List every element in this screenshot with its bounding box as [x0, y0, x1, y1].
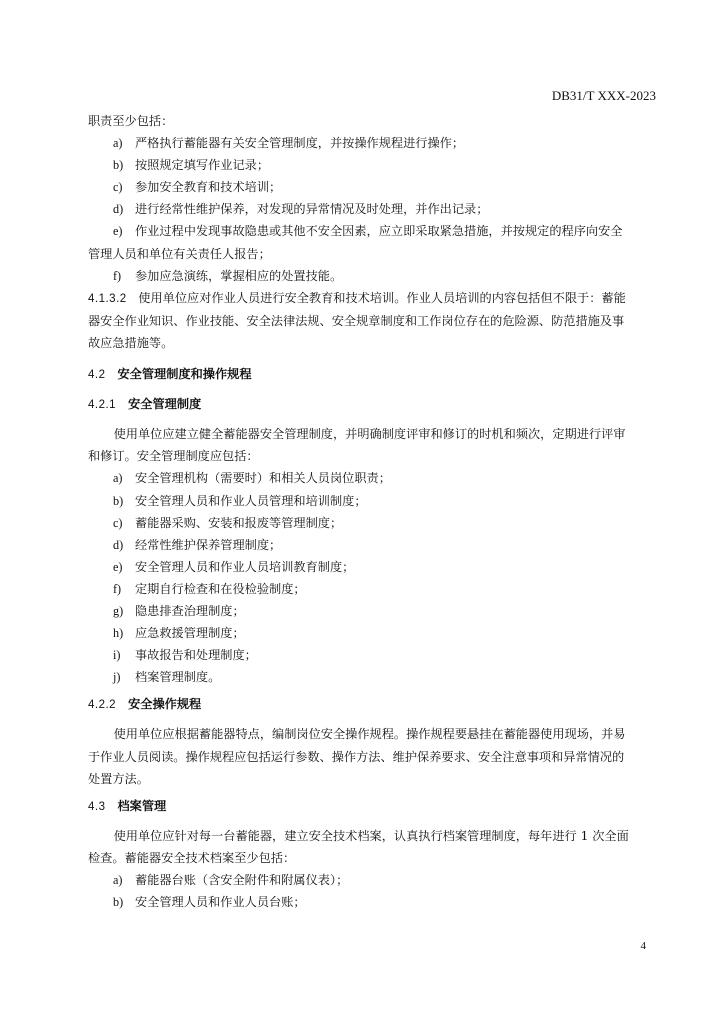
list-item-text: 安全管理人员和作业人员管理和培训制度；: [135, 493, 367, 508]
list-item-text: 参加应急演练，掌握相应的处置技能。: [135, 268, 343, 283]
list-item-text: 按照规定填写作业记录；: [135, 158, 270, 173]
list-item-text: 进行经常性维护保养，对发现的异常情况及时处理，并作出记录；: [135, 202, 489, 217]
list-item-continuation: 管理人员和单位有关责任人报告；: [88, 246, 271, 261]
section-title: 档案管理: [117, 798, 167, 813]
list-item: [88, 556, 650, 578]
paragraph-text: 使用单位应针对每一台蓄能器，建立安全技术档案，认真执行档案管理制度，每年进行 1 次全面: [113, 828, 629, 843]
list-item: [88, 666, 650, 688]
clause-text: 器安全作业知识、作业技能、安全法律法规、安全规章制度和工作岗位存在的危险源、防范措施及事: [88, 313, 625, 328]
list-item: [88, 265, 650, 287]
list-item-text: 安全管理机构（需要时）和相关人员岗位职责；: [135, 471, 391, 486]
list-item-text: 参加安全教育和技术培训；: [135, 180, 282, 195]
list-item-text: 隐患排查治理制度；: [135, 603, 245, 618]
section-number: 4.2: [88, 369, 106, 382]
list-item: [88, 644, 650, 666]
paragraph-text: 于作业人员阅读。操作规程应包括运行参数、操作方法、维护保养要求、安全注意事项和异常情况的: [88, 749, 625, 764]
paragraph-text: 和修订。安全管理制度应包括：: [88, 449, 259, 464]
list-item-text: 应急救援管理制度；: [135, 626, 245, 641]
list-item-text: 事故报告和处理制度；: [135, 648, 257, 663]
document-body: [88, 110, 650, 913]
list-marker: c): [113, 515, 123, 530]
list-marker: d): [113, 537, 124, 552]
section-heading-4-2-2: [88, 693, 650, 716]
list-item: [88, 198, 650, 220]
list-marker: f): [113, 581, 122, 596]
list-item-text: 定期自行检查和在役检验制度；: [135, 581, 306, 596]
list-marker: a): [113, 471, 123, 486]
paragraph-text: 使用单位应根据蓄能器特点，编制岗位安全操作规程。操作规程要悬挂在蓄能器使用现场，并易: [113, 727, 626, 742]
list-item: [88, 578, 650, 600]
list-item-text: 作业过程中发现事故隐患或其他不安全因素，应立即采取紧急措施，并按规定的程序向安全: [135, 224, 623, 239]
list-marker: a): [113, 873, 123, 887]
list-item-text: 安全管理人员和作业人员培训教育制度；: [135, 559, 355, 574]
document-code: DB31/T XXX-2023: [551, 88, 656, 103]
section-heading-4-2: [88, 363, 650, 386]
section-number: 4.2.1: [88, 399, 117, 412]
list-item: [88, 467, 650, 489]
list-item: [88, 176, 650, 198]
list-item-text: 安全管理人员和作业人员台账；: [135, 895, 306, 910]
list-item-text: 经常性维护保养管理制度；: [135, 537, 282, 552]
list-item: [88, 490, 650, 512]
list-item: [88, 512, 650, 534]
list-marker: f): [113, 268, 122, 283]
list-item: [88, 220, 650, 242]
list-item: [88, 869, 650, 891]
section-number: 4.2.2: [88, 699, 117, 712]
list-item: [88, 622, 650, 644]
list-marker: i): [113, 648, 121, 663]
list-marker: e): [113, 224, 123, 239]
page-number: 4: [640, 940, 646, 952]
list-marker: e): [113, 559, 123, 574]
list-marker: h): [113, 626, 124, 641]
list-item-text: 蓄能器台账（含安全附件和附属仪表）；: [135, 873, 349, 887]
paragraph-text: 使用单位应建立健全蓄能器安全管理制度，并明确制度评审和修订的时机和频次，定期进行评审: [113, 427, 626, 442]
list-marker: g): [113, 603, 124, 618]
clause-4-1-3-2: [88, 287, 650, 310]
list-item: [88, 600, 650, 622]
section-title: 安全管理制度和操作规程: [117, 367, 252, 382]
paragraph-text: 处置方法。: [88, 771, 149, 786]
list-marker: c): [113, 180, 123, 195]
section-number: 4.3: [88, 800, 106, 813]
paragraph-text: 职责至少包括：: [88, 114, 174, 128]
list-marker: b): [113, 895, 124, 910]
list-item: [88, 534, 650, 556]
list-marker: b): [113, 158, 124, 173]
list-marker: j): [113, 670, 121, 685]
clause-number: 4.1.3.2: [88, 292, 127, 305]
section-heading-4-2-1: [88, 393, 650, 416]
section-title: 安全操作规程: [128, 697, 202, 712]
list-item: [88, 132, 650, 154]
list-marker: b): [113, 493, 124, 508]
paragraph-text: 检查。蓄能器安全技术档案至少包括：: [88, 850, 296, 865]
list-marker: d): [113, 202, 124, 217]
clause-text: 使用单位应对作业人员进行安全教育和技术培训。作业人员培训的内容包括但不限于：蓄能: [138, 290, 626, 305]
section-heading-4-3: [88, 795, 650, 818]
list-item-text: 档案管理制度。: [135, 670, 221, 685]
list-item-text: 严格执行蓄能器有关安全管理制度，并按操作规程进行操作；: [135, 136, 465, 151]
clause-text: 故应急措施等。: [88, 335, 174, 350]
list-item: [88, 154, 650, 176]
list-item: [88, 891, 650, 913]
list-marker: a): [113, 136, 123, 151]
section-title: 安全管理制度: [128, 397, 202, 412]
list-item-text: 蓄能器采购、安装和报废等管理制度；: [135, 515, 343, 530]
